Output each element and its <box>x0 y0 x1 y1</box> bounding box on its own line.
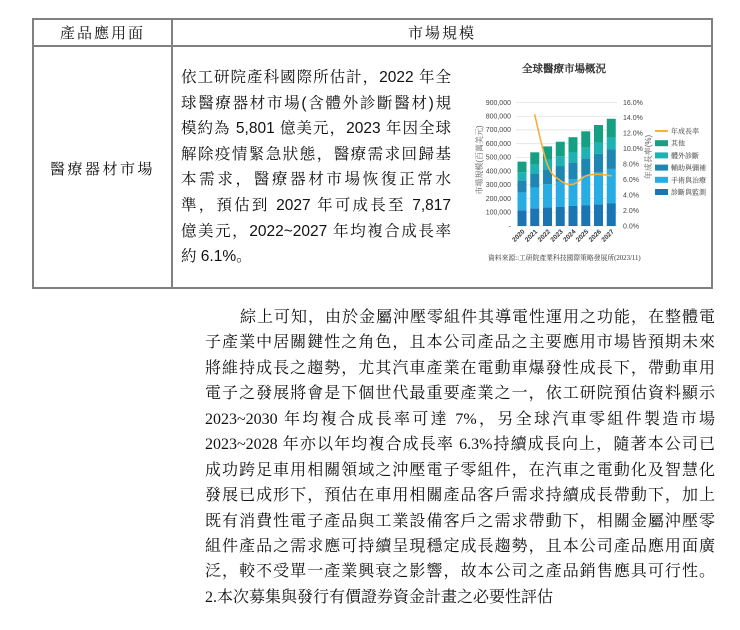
bar-stack <box>607 119 616 226</box>
bar-segment <box>556 182 565 207</box>
x-axis-tick-label: 2025 <box>574 228 591 244</box>
paragraph-line: 成功跨足車用相關領域之沖壓電子零組件，在汽車之電動化及智慧化 <box>205 461 715 479</box>
legend-item <box>655 151 699 160</box>
chart-source-note: 資料來源::工研院產業科技國際策略發展所(2023/11) <box>488 255 641 262</box>
x-axis-tick-label: 2024 <box>562 228 578 244</box>
market-description <box>181 65 451 270</box>
bar-segment <box>594 172 603 204</box>
text-line: 約 6.1%。 <box>181 248 252 266</box>
application-cell <box>34 47 173 287</box>
y-axis-tick-label: 800,000 <box>485 113 511 121</box>
paragraph-line: 2023~2028 年亦以年均複合成長率 6.3%持續成長向上，隨著本公司已 <box>205 436 715 454</box>
y2-axis-tick-label: 10.0% <box>623 146 643 154</box>
text-line: 本需求，醫療器材市場恢復正常水 <box>181 171 451 189</box>
legend-item <box>655 188 706 197</box>
y2-axis-title: 年成長率(%) <box>644 134 653 180</box>
legend-item <box>655 127 699 136</box>
bar-segment <box>530 152 539 164</box>
paragraph-line: 泛，較不受單一產業興衰之影響，故本公司之產品銷售應具可行性。 <box>205 563 715 581</box>
legend-item <box>655 163 706 172</box>
legend-label: 其他 <box>671 140 685 148</box>
bar-segment <box>543 207 552 226</box>
legend-label: 診斷與監測 <box>671 189 706 197</box>
bar-segment <box>581 158 590 176</box>
bar-segment <box>556 142 565 156</box>
x-axis-tick-label: 2022 <box>536 228 552 244</box>
x-axis-tick-label: 2027 <box>600 228 616 244</box>
conclusion-paragraph <box>205 305 715 610</box>
paragraph-line: 電子之發展將會是下個世代最重要產業之一，依工研院預估資料顯示 <box>205 385 715 403</box>
market-size-table <box>32 18 713 289</box>
bar-segment <box>581 148 590 159</box>
bar-stack <box>518 162 527 226</box>
x-axis-tick-label: 2023 <box>549 228 565 244</box>
x-axis-tick-label: 2026 <box>587 228 603 244</box>
y-axis-tick-label: 100,000 <box>485 209 511 217</box>
bar-segment <box>607 138 616 150</box>
paragraph-line: 發展已成形下，預估在車用相關產品客戶需求持續成長帶動下，加上 <box>205 487 715 505</box>
y-axis-tick-label: 600,000 <box>485 140 511 148</box>
market-size-cell <box>173 47 711 287</box>
bar-segment <box>581 205 590 226</box>
y-axis-tick-label: 300,000 <box>485 182 511 190</box>
bar-segment <box>556 166 565 182</box>
bar-segment <box>607 119 616 138</box>
text-line: 依工研院產科國際所估計，2022 年全 <box>181 69 451 86</box>
y2-axis-tick-label: 4.0% <box>623 192 639 200</box>
bar-segment <box>518 172 527 180</box>
bar-segment <box>607 203 616 226</box>
y-axis-title: 市場規模(百萬美元) <box>475 125 484 195</box>
y-axis-tick-label: 400,000 <box>485 168 511 176</box>
bar-segment <box>581 131 590 147</box>
bar-stack <box>569 137 578 226</box>
text-line: 億美元，2022~2027 年均複合成長率 <box>181 222 451 240</box>
header-product-application <box>34 20 173 47</box>
bar-segment <box>569 206 578 226</box>
paragraph-line: 既有消費性電子產品與工業設備客戶之需求帶動下，相關金屬沖壓零 <box>205 512 715 530</box>
bar-segment <box>581 176 590 205</box>
bar-segment <box>594 204 603 226</box>
y2-axis-tick-label: 2.0% <box>623 207 639 215</box>
bar-segment <box>594 143 603 154</box>
bar-segment <box>518 162 527 173</box>
bar-segment <box>556 156 565 166</box>
paragraph-line: 綜上可知，由於金屬沖壓零組件其導電性運用之功能，在整體電 <box>240 309 715 326</box>
bar-segment <box>607 169 616 204</box>
header-market-size <box>173 20 711 47</box>
bar-stack <box>594 125 603 226</box>
bar-segment <box>518 192 527 210</box>
y2-axis-tick-label: 16.0% <box>623 99 643 107</box>
bar-stack <box>530 152 539 226</box>
y-axis-tick-label: 700,000 <box>485 127 511 135</box>
paragraph-line: 2023~2030 年均複合成長率可達 7%，另全球汽車零組件製造市場 <box>205 410 715 428</box>
y-axis-tick-label: 900,000 <box>485 99 511 107</box>
chart-title: 全球醫療市場概況 <box>522 63 606 75</box>
header-label: 市場規模 <box>407 26 476 42</box>
bar-segment <box>569 152 578 162</box>
bar-segment <box>530 187 539 208</box>
legend-color-swatch <box>655 177 668 183</box>
bar-segment <box>607 149 616 169</box>
y2-axis-tick-label: 12.0% <box>623 130 643 138</box>
legend-label: 輔助與彌補 <box>671 165 706 173</box>
section-heading: 2.本次募集與發行有價證券資金計畫之必要性評估 <box>205 588 554 606</box>
paragraph-line: 將維持成長之趨勢，尤其汽車產業在電動車爆發性成長下，帶動車用 <box>205 359 715 377</box>
market-chart <box>474 52 710 267</box>
x-axis-tick-label: 2020 <box>511 228 527 244</box>
bar-stack <box>543 146 552 226</box>
header-label: 產品應用面 <box>59 26 145 42</box>
legend-label: 手術與治療 <box>671 177 706 185</box>
y-axis-tick-label: 500,000 <box>485 154 511 162</box>
legend-color-swatch <box>655 189 668 195</box>
y2-axis-tick-label: 0.0% <box>623 223 639 231</box>
text-line: 球醫療器材市場(含體外診斷醫材)規 <box>181 94 451 112</box>
bar-segment <box>530 174 539 188</box>
bar-segment <box>518 180 527 192</box>
y-axis-tick-label: - <box>508 223 511 231</box>
y-axis-tick-label: 200,000 <box>485 195 511 203</box>
legend-color-swatch <box>655 140 668 146</box>
legend-color-swatch <box>655 152 668 158</box>
paragraph-line: 組件產品之需求應可持續呈現穩定成長趨勢，且本公司產品應用面廣 <box>205 537 715 555</box>
bar-segment <box>518 210 527 226</box>
bar-segment <box>530 208 539 226</box>
text-line: 解除疫情緊急狀態，醫療需求回歸基 <box>181 145 451 163</box>
bar-segment <box>594 125 603 143</box>
legend-item <box>655 139 685 148</box>
text-line: 模約為 5,801 億美元，2023 年因全球 <box>181 120 451 138</box>
bar-segment <box>556 207 565 226</box>
text-line: 準，預估到 2027 年可成長至 7,817 <box>181 196 451 214</box>
legend-label: 年成長率 <box>671 128 699 136</box>
x-axis-tick-label: 2021 <box>523 228 540 244</box>
bar-segment <box>594 154 603 173</box>
paragraph-line: 子產業中居關鍵性之角色，且本公司產品之主要應用市場皆預期未來 <box>205 334 715 352</box>
y2-axis-tick-label: 14.0% <box>623 115 643 123</box>
bar-stack <box>556 142 565 226</box>
legend-label: 體外診斷 <box>671 152 699 160</box>
y2-axis-tick-label: 8.0% <box>623 161 639 169</box>
bar-segment <box>569 163 578 179</box>
legend-color-swatch <box>655 165 668 171</box>
legend-item <box>655 175 706 184</box>
bar-segment <box>543 184 552 207</box>
y2-axis-tick-label: 6.0% <box>623 176 639 184</box>
bar-segment <box>569 137 578 152</box>
bar-segment <box>530 165 539 174</box>
application-name: 醫療器材市場 <box>49 161 155 178</box>
